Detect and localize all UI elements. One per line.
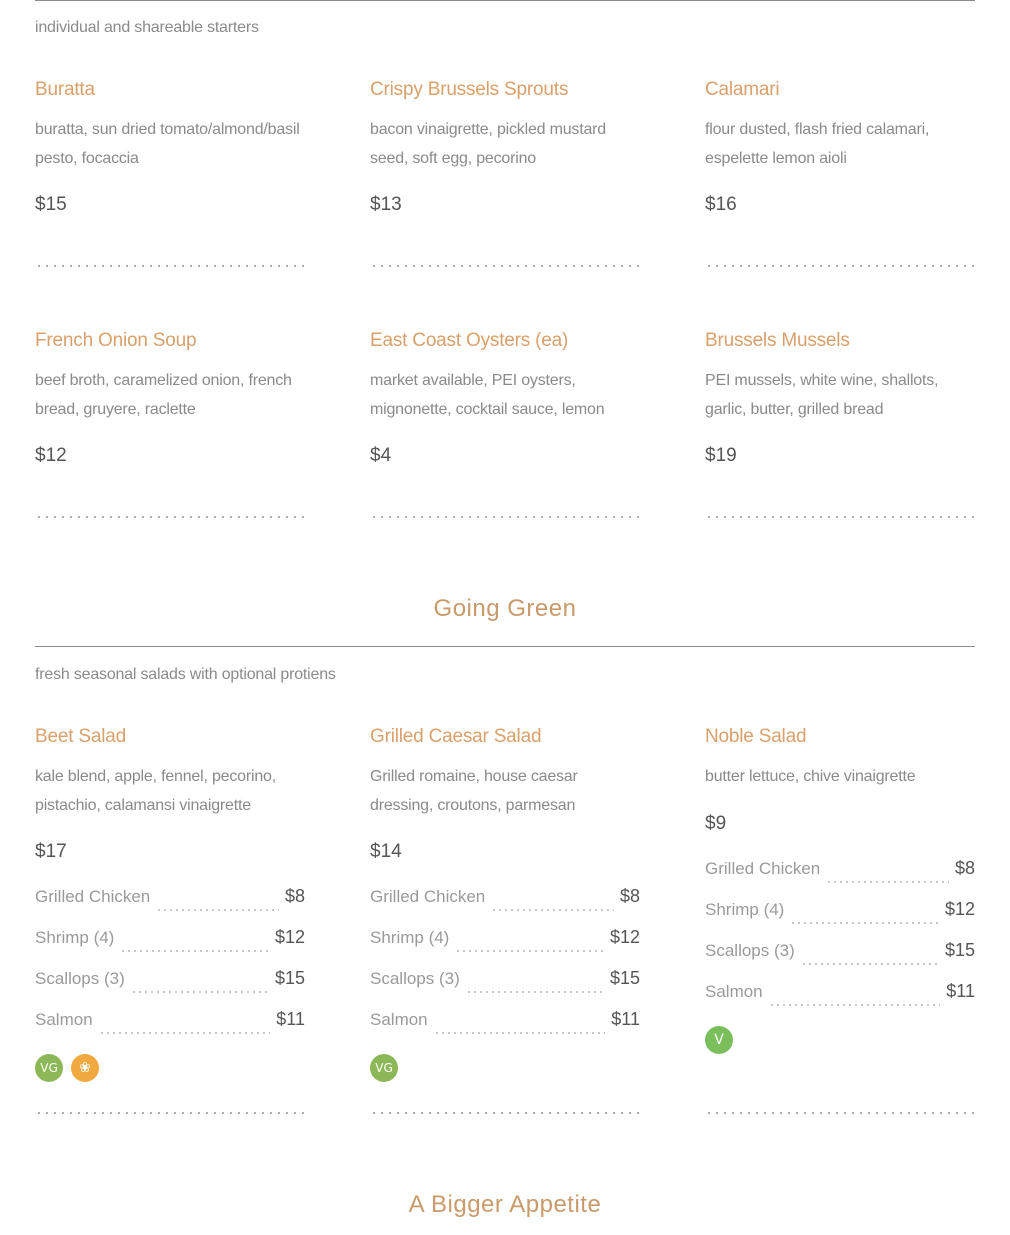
addon-leader: [120, 950, 269, 952]
addon-row: [705, 938, 975, 979]
item-name: Crispy Brussels Sprouts: [370, 79, 569, 100]
addon-name: Salmon: [705, 981, 763, 1001]
menu-item: [35, 725, 305, 1082]
addon-leader: [769, 1004, 941, 1006]
addon-leader: [801, 963, 939, 965]
item-name: Buratta: [35, 79, 95, 100]
addon-price: $12: [609, 927, 640, 947]
starters-description: individual and shareable starters: [35, 19, 259, 36]
addon-name: Salmon: [370, 1010, 428, 1029]
addon-name: Grilled Chicken: [370, 887, 486, 906]
item-name: Calamari: [705, 79, 780, 100]
addon-leader: [455, 950, 604, 952]
addon-name: Grilled Chicken: [35, 887, 151, 906]
addon-row: [370, 966, 640, 1007]
addon-price: $11: [611, 1009, 640, 1029]
addon-row: [705, 856, 975, 897]
vegetarian-badge-icon: V: [705, 1026, 733, 1054]
addon-leader: [790, 922, 939, 924]
dietary-badges: [705, 1026, 975, 1054]
addon-name: Shrimp (4): [705, 899, 785, 919]
dotted-separator: [370, 1112, 640, 1114]
addon-price: $8: [284, 886, 305, 906]
addon-row: [705, 897, 975, 938]
item-description: PEI mussels, white wine, shallots, garlic, butter, grilled bread: [705, 372, 939, 418]
addon-row: [35, 925, 305, 966]
item-price: $17: [35, 841, 67, 862]
item-description: butter lettuce, chive vinaigrette: [705, 768, 916, 785]
menu-item: [35, 329, 305, 468]
addon-row: [35, 884, 305, 925]
menu-item: [705, 329, 975, 468]
section-divider-top: [35, 0, 975, 1]
item-name: French Onion Soup: [35, 330, 197, 351]
addon-price: $15: [609, 968, 640, 988]
addon-price: $8: [954, 857, 975, 878]
section-title-bigger-appetite: A Bigger Appetite: [408, 1191, 602, 1218]
menu-item: [370, 725, 640, 1082]
addon-row: [370, 884, 640, 925]
gluten-free-wheat-icon: ❀: [71, 1054, 99, 1082]
addon-row: [35, 1007, 305, 1048]
addon-leader: [131, 991, 269, 993]
protein-addons: [35, 884, 305, 1048]
addon-name: Grilled Chicken: [705, 858, 821, 878]
dotted-separator: [705, 516, 975, 518]
addon-name: Shrimp (4): [35, 928, 115, 947]
dotted-separator: [370, 265, 640, 267]
addon-leader: [434, 1032, 606, 1034]
addon-row: [370, 925, 640, 966]
addon-price: $15: [274, 968, 305, 988]
addon-leader: [466, 991, 604, 993]
addon-name: Shrimp (4): [370, 928, 450, 947]
addon-price: $12: [274, 927, 305, 947]
item-description: kale blend, apple, fennel, pecorino, pistachio, calamansi vinaigrette: [35, 768, 276, 814]
item-name: Brussels Mussels: [705, 330, 850, 351]
addon-row: [370, 1007, 640, 1048]
vegan-badge-icon: VG: [35, 1054, 63, 1082]
menu-item: [370, 78, 640, 217]
item-price: $19: [705, 445, 737, 466]
item-description: beef broth, caramelized onion, french bread, gruyere, raclette: [35, 372, 292, 418]
item-name: Grilled Caesar Salad: [370, 726, 542, 747]
addon-leader: [826, 881, 949, 883]
item-price: $4: [370, 445, 392, 466]
addon-name: Salmon: [35, 1010, 93, 1029]
starters-row-2: [35, 329, 975, 468]
starters-row-1: [35, 78, 975, 217]
item-price: $9: [705, 812, 727, 834]
item-name: Noble Salad: [705, 726, 807, 747]
protein-addons: [705, 856, 975, 1020]
dietary-badges: [35, 1054, 305, 1082]
addon-row: [705, 979, 975, 1020]
dotted-separator: [370, 516, 640, 518]
addon-price: $11: [276, 1009, 305, 1029]
addon-name: Scallops (3): [370, 969, 460, 988]
addon-price: $15: [944, 939, 975, 960]
menu-item: [35, 78, 305, 217]
addon-price: $8: [619, 886, 640, 906]
salads-row: [35, 725, 975, 1082]
item-name: East Coast Oysters (ea): [370, 330, 569, 351]
addon-name: Scallops (3): [35, 969, 125, 988]
section-divider: [35, 646, 975, 647]
going-green-description: fresh seasonal salads with optional protiens: [35, 666, 336, 683]
item-description: flour dusted, flash fried calamari, espelette lemon aioli: [705, 121, 930, 167]
section-title-going-green: Going Green: [433, 595, 577, 622]
addon-leader: [491, 909, 614, 911]
item-price: $14: [370, 841, 402, 862]
addon-name: Scallops (3): [705, 940, 795, 960]
dotted-separator: [35, 516, 305, 518]
menu-item: [705, 725, 975, 1082]
dotted-separator: [705, 1112, 975, 1114]
item-description: bacon vinaigrette, pickled mustard seed, soft egg, pecorino: [370, 121, 606, 167]
addon-leader: [156, 909, 279, 911]
menu-item: [705, 78, 975, 217]
item-description: Grilled romaine, house caesar dressing, croutons, parmesan: [370, 768, 578, 814]
dotted-separator: [35, 265, 305, 267]
item-description: buratta, sun dried tomato/almond/basil pesto, focaccia: [35, 121, 300, 167]
item-price: $15: [35, 194, 67, 215]
dotted-separator: [35, 1112, 305, 1114]
dietary-badges: [370, 1054, 640, 1082]
addon-price: $12: [944, 898, 975, 919]
item-price: $13: [370, 194, 402, 215]
dotted-separator: [705, 265, 975, 267]
item-price: $16: [705, 194, 737, 215]
menu-item: [370, 329, 640, 468]
addon-price: $11: [946, 980, 975, 1001]
addon-leader: [99, 1032, 271, 1034]
item-price: $12: [35, 445, 67, 466]
item-name: Beet Salad: [35, 726, 126, 747]
item-description: market available, PEI oysters, mignonette, cocktail sauce, lemon: [370, 372, 605, 418]
protein-addons: [370, 884, 640, 1048]
vegan-badge-icon: VG: [370, 1054, 398, 1082]
addon-row: [35, 966, 305, 1007]
